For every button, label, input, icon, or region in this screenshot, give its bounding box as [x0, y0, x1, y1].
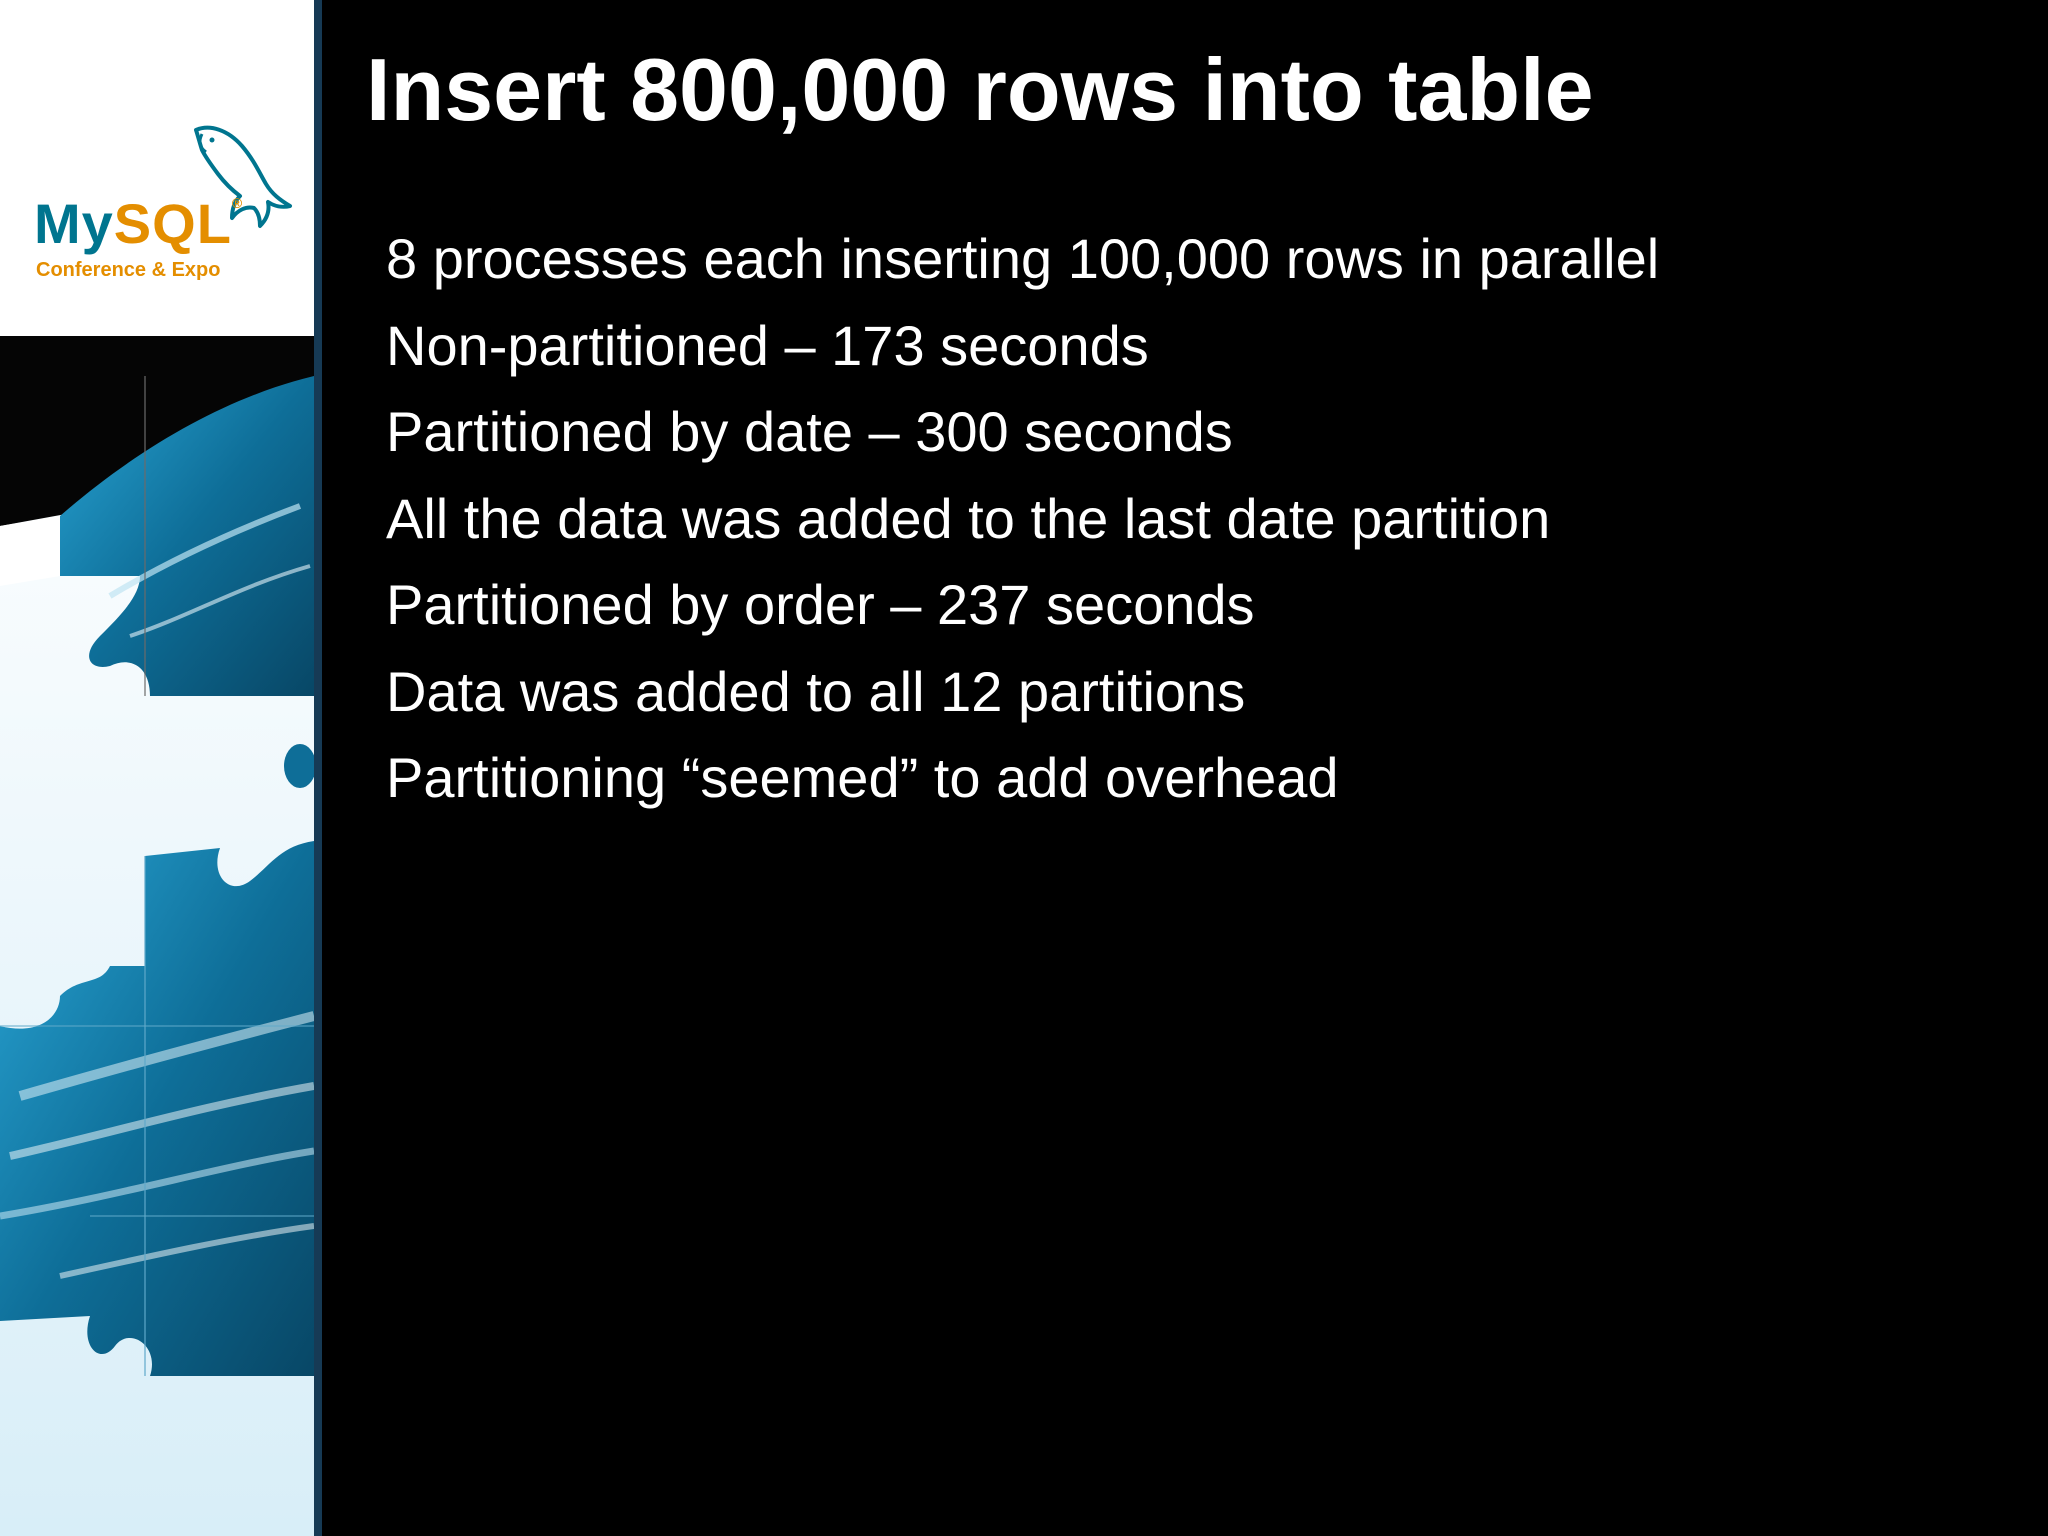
- puzzle-earth-image: [0, 336, 314, 1536]
- bullet-list: [386, 216, 1659, 822]
- logo-my: My: [34, 192, 114, 255]
- bullet-item: Partitioned by order – 237 seconds: [386, 573, 1255, 636]
- bullet-item: Non-partitioned – 173 seconds: [386, 313, 1149, 377]
- bullet-item: Data was added to all 12 partitions: [386, 659, 1246, 723]
- logo-subtitle: Conference & Expo: [36, 259, 221, 281]
- logo-wordmark: [34, 192, 244, 255]
- sidebar: [0, 0, 314, 1536]
- bullet-item: 8 processes each inserting 100,000 rows in parallel: [386, 227, 1660, 290]
- bullet-item: Partitioning “seemed” to add overhead: [386, 746, 1339, 809]
- logo-registered: ®: [231, 195, 244, 211]
- slide-title: Insert 800,000 rows into table: [366, 40, 1594, 139]
- bullet-item: Partitioned by date – 300 seconds: [386, 400, 1233, 463]
- bullet-item: All the data was added to the last date partition: [386, 486, 1551, 550]
- sidebar-border: [314, 0, 322, 1536]
- logo-sql: SQL: [113, 192, 232, 255]
- logo: [0, 0, 314, 336]
